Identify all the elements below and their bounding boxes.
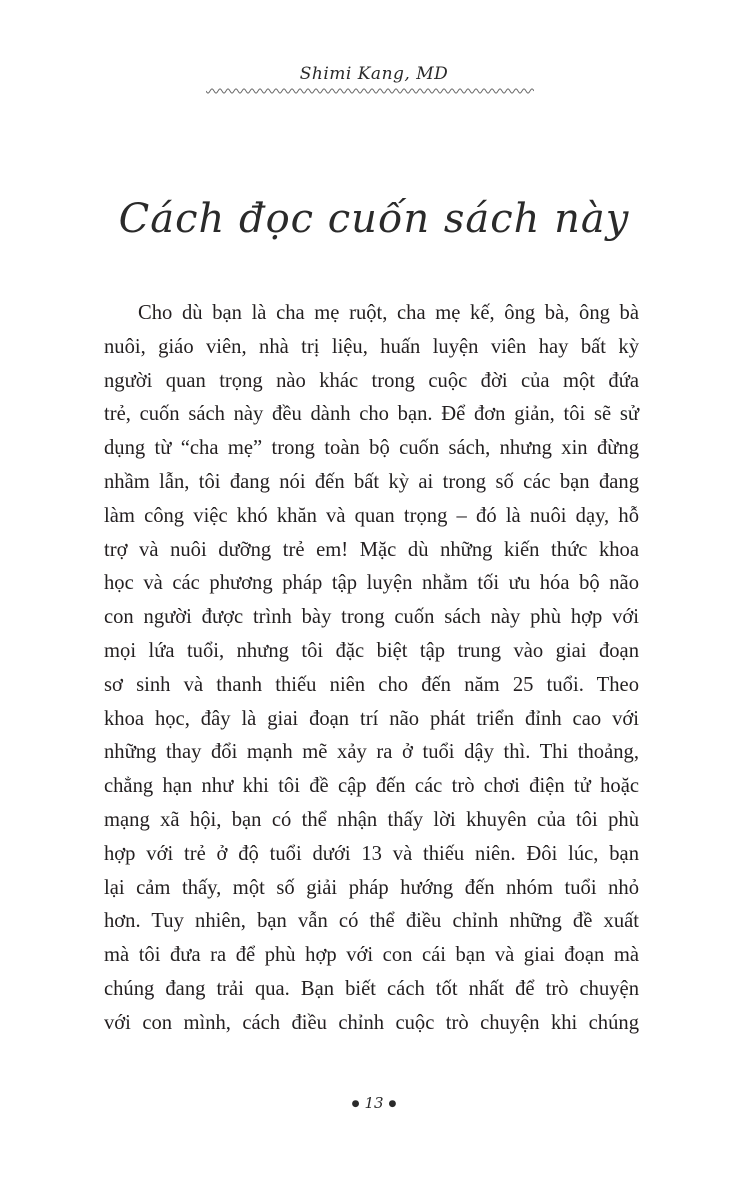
page-number xyxy=(0,1094,748,1112)
running-header-author: Shimi Kang, MD xyxy=(299,64,449,84)
body-line: với con mình, cách điều chỉnh cuộc trò chuyện khi chúng xyxy=(104,1011,639,1034)
body-line: Cho dù bạn là cha mẹ ruột, cha mẹ kế, ông bà, ông bà xyxy=(138,302,639,324)
body-line: hợp với trẻ ở độ tuổi dưới 13 và thiếu niên. Đôi lúc, bạn xyxy=(104,842,639,865)
body-line: làm công việc khó khăn và quan trọng – đó là nuôi dạy, hỗ xyxy=(104,504,639,527)
body-line: mọi lứa tuổi, nhưng tôi đặc biệt tập trung vào giai đoạn xyxy=(104,639,639,662)
body-line: mà tôi đưa ra để phù hợp với con cái bạn và giai đoạn mà xyxy=(104,944,639,967)
body-line: trẻ, cuốn sách này đều dành cho bạn. Để đơn giản, tôi sẽ sử xyxy=(104,403,639,426)
body-line: hơn. Tuy nhiên, bạn vẫn có thể điều chỉnh những đề xuất xyxy=(104,910,639,933)
body-line: sơ sinh và thanh thiếu niên cho đến năm 25 tuổi. Theo xyxy=(104,673,639,696)
body-line: nhầm lẫn, tôi đang nói đến bất kỳ ai trong số các bạn đang xyxy=(104,470,639,493)
body-line: lại cảm thấy, một số giải pháp hướng đến nhóm tuổi nhỏ xyxy=(104,876,639,899)
body-line: con người được trình bày trong cuốn sách này phù hợp với xyxy=(104,606,639,629)
body-line: khoa học, đây là giai đoạn trí não phát triển đỉnh cao với xyxy=(104,707,639,730)
body-line: dụng từ “cha mẹ” trong toàn bộ cuốn sách, nhưng xin đừng xyxy=(104,437,639,460)
body-line: chẳng hạn như khi tôi đề cập đến các trò chơi điện tử hoặc xyxy=(104,775,639,798)
body-line: học và các phương pháp tập luyện nhằm tối ưu hóa bộ não xyxy=(104,572,639,595)
bullet-dot-right: ● xyxy=(388,1099,397,1109)
body-paragraph xyxy=(104,297,639,1041)
body-line: những thay đổi mạnh mẽ xảy ra ở tuổi dậy thì. Thi thoảng, xyxy=(104,741,639,764)
body-line: người quan trọng nào khác trong cuộc đời của một đứa xyxy=(104,369,639,392)
body-line: nuôi, giáo viên, nhà trị liệu, huấn luyện viên hay bất kỳ xyxy=(104,335,639,358)
page-number-value: 13 xyxy=(364,1094,384,1112)
header-wavy-rule xyxy=(206,86,534,96)
bullet-dot-left: ● xyxy=(351,1099,360,1109)
body-line: chúng đang trải qua. Bạn biết cách tốt nhất để trò chuyện xyxy=(104,977,639,1000)
chapter-title: Cách đọc cuốn sách này xyxy=(118,196,630,242)
body-line: trợ và nuôi dưỡng trẻ em! Mặc dù những kiến thức khoa xyxy=(104,538,639,561)
body-line: mạng xã hội, bạn có thể nhận thấy lời khuyên của tôi phù xyxy=(104,808,639,831)
